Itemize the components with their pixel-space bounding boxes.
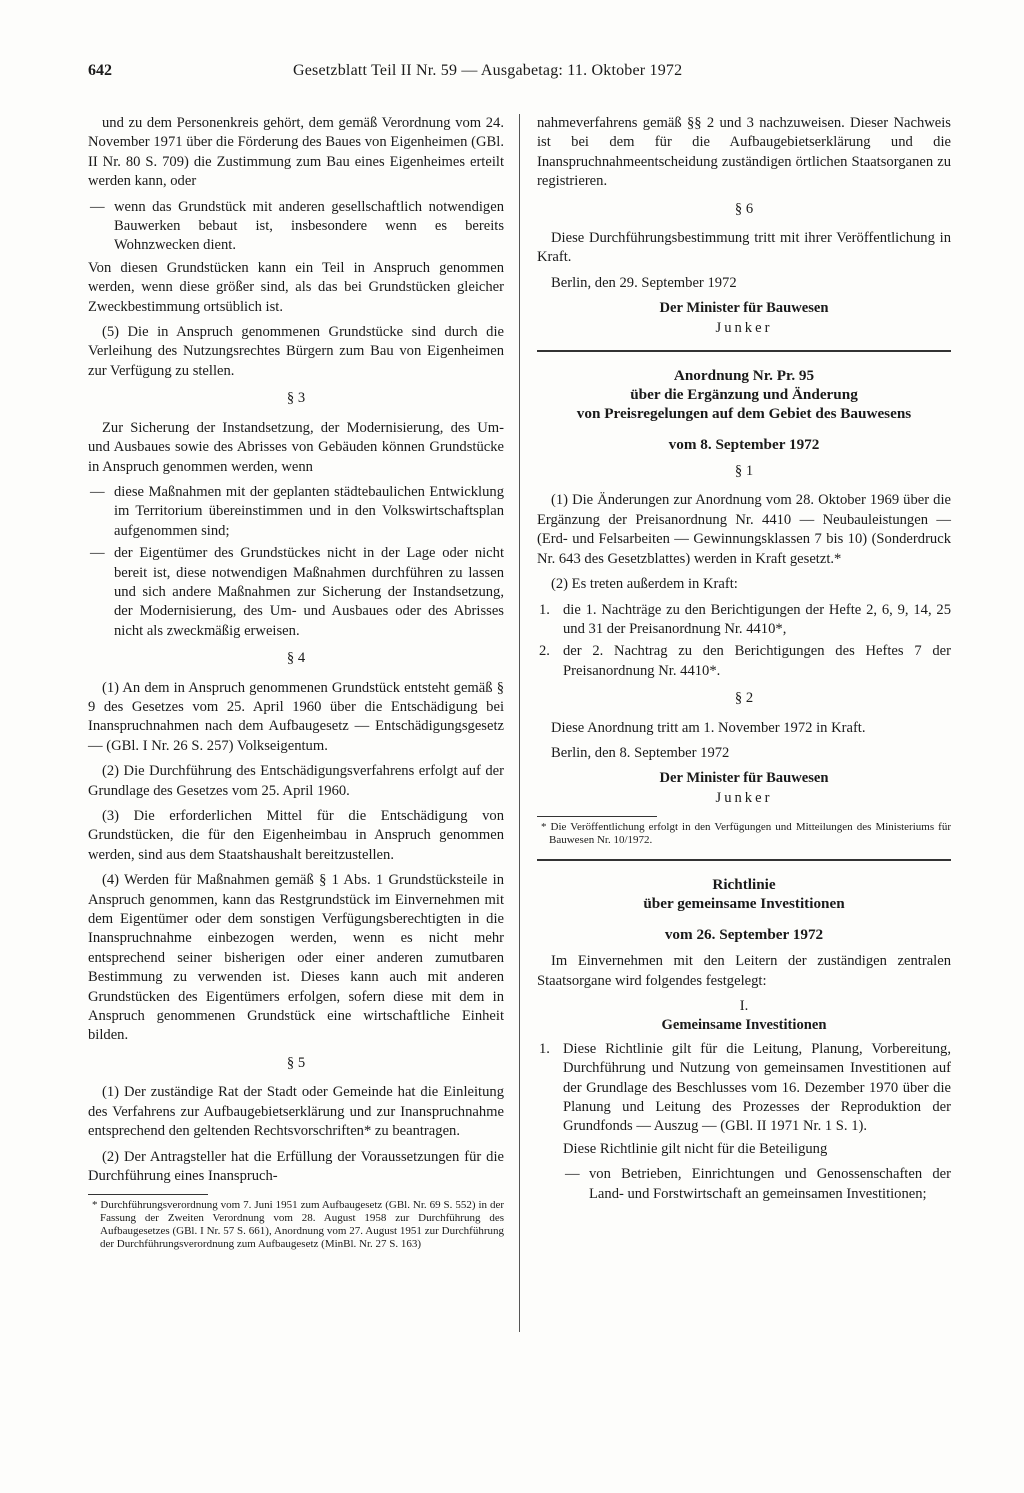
dash-marker: — — [565, 1166, 580, 1183]
column-divider — [519, 114, 520, 1332]
numbered-item — [537, 1040, 951, 1137]
item-text: Diese Richtlinie gilt für die Leitung, Planung, Vorbereitung, Durchführung und Nutzung von gemeinsamen Investitionen auf der Grundlage des Beschlusses vom 16. Dezember 1970 über die Planung und Leitung des Prozesses der Reproduktion der Grundfonds — Auszug — (GBl. II 1971 Nr. 1 S. 1). — [563, 1040, 951, 1135]
paragraph: Diese Richtlinie gilt nicht für die Beteiligung — [563, 1140, 828, 1157]
signatory-title: Der Minister für Bauwesen — [659, 300, 829, 317]
dash-marker: — — [90, 198, 105, 215]
numbered-item — [537, 601, 951, 640]
paragraph: (3) Die erforderlichen Mittel für die Entschädigung von Grundstücken, die für den Eigenheimbau in Anspruch genommen werden, sind aus dem Staatshaushalt bereitzustellen. — [88, 808, 504, 863]
section-heading: § 3 — [286, 390, 306, 407]
paragraph: (2) Die Durchführung des Entschädigungsverfahrens erfolgt auf der Grundlage des Gesetzes vom 25. April 1960. — [88, 763, 504, 799]
dash-list-item — [563, 1165, 951, 1204]
footnote-rule — [537, 816, 657, 817]
dash-marker: — — [90, 483, 105, 500]
paragraph: (4) Werden für Maßnahmen gemäß § 1 Abs. 1 Grundstücksteile in Anspruch genommen, kann das Restgrundstück im Einvernehmen mit dem Eigentümer oder dem sonstigen Verfügungsberechtigten in die Inanspruchnahme einbezogen werden, wenn es nicht mehr entsprechend seiner bisherigen oder einer anderen zumutbaren Bestimmung zu verwenden ist. Dieses kann auch mit anderen Grundstücken des Eigentümers erfolgen, sofern diese mit dem in Anspruch genommenen Grundstück eine wirtschaftliche Einheit bilden. — [88, 872, 504, 1044]
paragraph: (2) Der Antragsteller hat die Erfüllung der Voraussetzungen für die Durchführung eines Inanspruch- — [88, 1148, 504, 1184]
dash-list-item — [88, 544, 504, 641]
ordinance-title — [537, 366, 951, 423]
section-heading: § 4 — [286, 650, 306, 667]
page-number: 642 — [88, 62, 112, 79]
paragraph: Diese Anordnung tritt am 1. November 1972 in Kraft. — [551, 719, 866, 736]
paragraph: Im Einvernehmen mit den Leitern der zuständigen zentralen Staatsorgane wird folgendes festgelegt: — [537, 953, 951, 989]
right-column — [537, 114, 951, 1207]
title-line: von Preisregelungen auf dem Gebiet des Bauwesens — [576, 405, 912, 423]
paragraph: und zu dem Personenkreis gehört, dem gemäß Verordnung vom 24. November 1971 über die Förderung des Baues von Eigenheimen (GBl. II Nr. 80 S. 709) die Zustimmung zum Bau eines Eigenheimes erteilt werden kann, oder — [88, 115, 504, 190]
paragraph: Zur Sicherung der Instandsetzung, der Modernisierung, des Um- und Ausbaues sowie des Abrisses von Gebäuden können Grundstücke in Anspruch genommen werden, wenn — [88, 419, 504, 475]
paragraph: (1) An dem in Anspruch genommenen Grundstück entsteht gemäß § 9 des Gesetzes vom 25. April 1960 über die Entschädigung bei Inanspruchnahmen nach dem Aufbaugesetz — Entschädigungsgesetz — (GBl. I Nr. 26 S. 257) Volkseigentum. — [88, 679, 504, 754]
paragraph: Diese Durchführungsbestimmung tritt mit ihrer Veröffentlichung in Kraft. — [537, 230, 951, 266]
item-text: der 2. Nachtrag zu den Berichtigungen des Heftes 7 der Preisanordnung Nr. 4410*. — [563, 643, 951, 679]
title-line: Anordnung Nr. Pr. 95 — [673, 367, 815, 385]
list-item-text: der Eigentümer des Grundstückes nicht in der Lage oder nicht bereit ist, diese notwendigen Maßnahmen durchführen zu lassen und sich andere Maßnahmen zur Sicherung der Instandsetzung, der Modernisierung, des Um- und Ausbaues oder des Abrisses nicht als zweckmäßig erweisen. — [114, 545, 504, 639]
paragraph: nahmeverfahrens gemäß §§ 2 und 3 nachzuweisen. Dieser Nachweis ist bei dem für die Aufbaugebietserklärung und die Inanspruchnahmeentscheidung zuständigen örtlichen Staatsorganen zu registrieren. — [537, 115, 951, 190]
footnote: * Die Veröffentlichung erfolgt in den Verfügungen und Mitteilungen des Ministeriums für Bauwesen Nr. 10/1972. — [541, 821, 951, 847]
list-item-text: diese Maßnahmen mit der geplanten städtebaulichen Entwicklung im Territorium übereinstimmen und in den Volkswirtschaftsplan aufgenommen sind; — [114, 483, 504, 539]
dash-list-item — [88, 198, 504, 256]
page-header — [88, 62, 948, 88]
section-rule — [537, 859, 951, 861]
list-item-text: wenn das Grundstück mit anderen gesellschaftlich notwendigen Bauwerken bebaut ist, insbesondere wenn es bereits Wohnzwecken dient. — [114, 198, 504, 254]
directive-date: vom 26. September 1972 — [664, 926, 824, 944]
section-rule — [537, 350, 951, 352]
paragraph: (2) Es treten außerdem in Kraft: — [551, 576, 738, 593]
paragraph: (5) Die in Anspruch genommenen Grundstücke sind durch die Verleihung des Nutzungsrechtes Bürgern zum Bau von Eigenheimen zur Verfügung zu stellen. — [88, 324, 504, 379]
date-line: Berlin, den 29. September 1972 — [551, 274, 737, 291]
section-number: I. — [739, 997, 749, 1014]
paragraph: (1) Die Änderungen zur Anordnung vom 28. Oktober 1969 über die Ergänzung der Preisanordnung Nr. 4410 — Neubauleistungen — (Erd- und Felsarbeiten — Gewinnungsklassen 7 bis 10) (Sonderdruck Nr. 643 des Gesetzblattes) werden in Kraft gesetzt.* — [537, 492, 951, 567]
ordinance-date: vom 8. September 1972 — [668, 436, 820, 454]
section-heading: § 5 — [286, 1054, 306, 1071]
list-item-text: von Betrieben, Einrichtungen und Genossenschaften der Land- und Forstwirtschaft an gemeinsamen Investitionen; — [589, 1166, 951, 1202]
numbered-item — [537, 642, 951, 681]
signatory-name: Junker — [715, 789, 773, 806]
date-line: Berlin, den 8. September 1972 — [551, 744, 730, 761]
running-title: Gesetzblatt Teil II Nr. 59 — Ausgabetag: 11. Oktober 1972 — [293, 62, 683, 79]
signatory-name: Junker — [715, 319, 773, 336]
footnote-rule — [88, 1194, 208, 1195]
section-heading: § 2 — [734, 690, 754, 707]
section-heading: § 1 — [734, 463, 754, 480]
directive-subtitle: über gemeinsame Investitionen — [643, 895, 845, 913]
footnote: * Durchführungsverordnung vom 7. Juni 1951 zum Aufbaugesetz (GBl. Nr. 69 S. 552) in der Fassung der Zweiten Verordnung vom 28. August 1958 zur Durchführung des Aufbaugesetzes (GBl. I Nr. 57 S. 661), Anordnung vom 27. August 1951 zur Durchführung der Durchführungsverordnung zum Aufbaugesetz (MinBl. Nr. 27 S. 163) — [92, 1199, 504, 1251]
paragraph: (1) Der zuständige Rat der Stadt oder Gemeinde hat die Einleitung des Verfahrens zur Aufbaugebietserklärung und zur Inanspruchnahme entsprechend den geltenden Rechtsvorschriften* zu beantragen. — [88, 1084, 504, 1140]
paragraph: Von diesen Grundstücken kann ein Teil in Anspruch genommen werden, wenn diese größer sind, als das bei Grundstücken gleicher Zweckbestimmung ortsüblich ist. — [88, 259, 504, 315]
signatory-title: Der Minister für Bauwesen — [659, 770, 829, 787]
left-column — [88, 114, 504, 1251]
dash-marker: — — [90, 545, 105, 562]
section-title: Gemeinsame Investitionen — [661, 1017, 827, 1034]
directive-title: Richtlinie — [712, 876, 776, 894]
item-text: die 1. Nachträge zu den Berichtigungen der Hefte 2, 6, 9, 14, 25 und 31 der Preisanordnung Nr. 4410*, — [563, 601, 951, 637]
item-number: 1. — [539, 1040, 550, 1057]
item-number: 2. — [539, 643, 550, 660]
item-number: 1. — [539, 601, 550, 618]
dash-list-item — [88, 483, 504, 541]
section-heading: § 6 — [734, 200, 754, 217]
title-line: über die Ergänzung und Änderung — [630, 386, 858, 404]
